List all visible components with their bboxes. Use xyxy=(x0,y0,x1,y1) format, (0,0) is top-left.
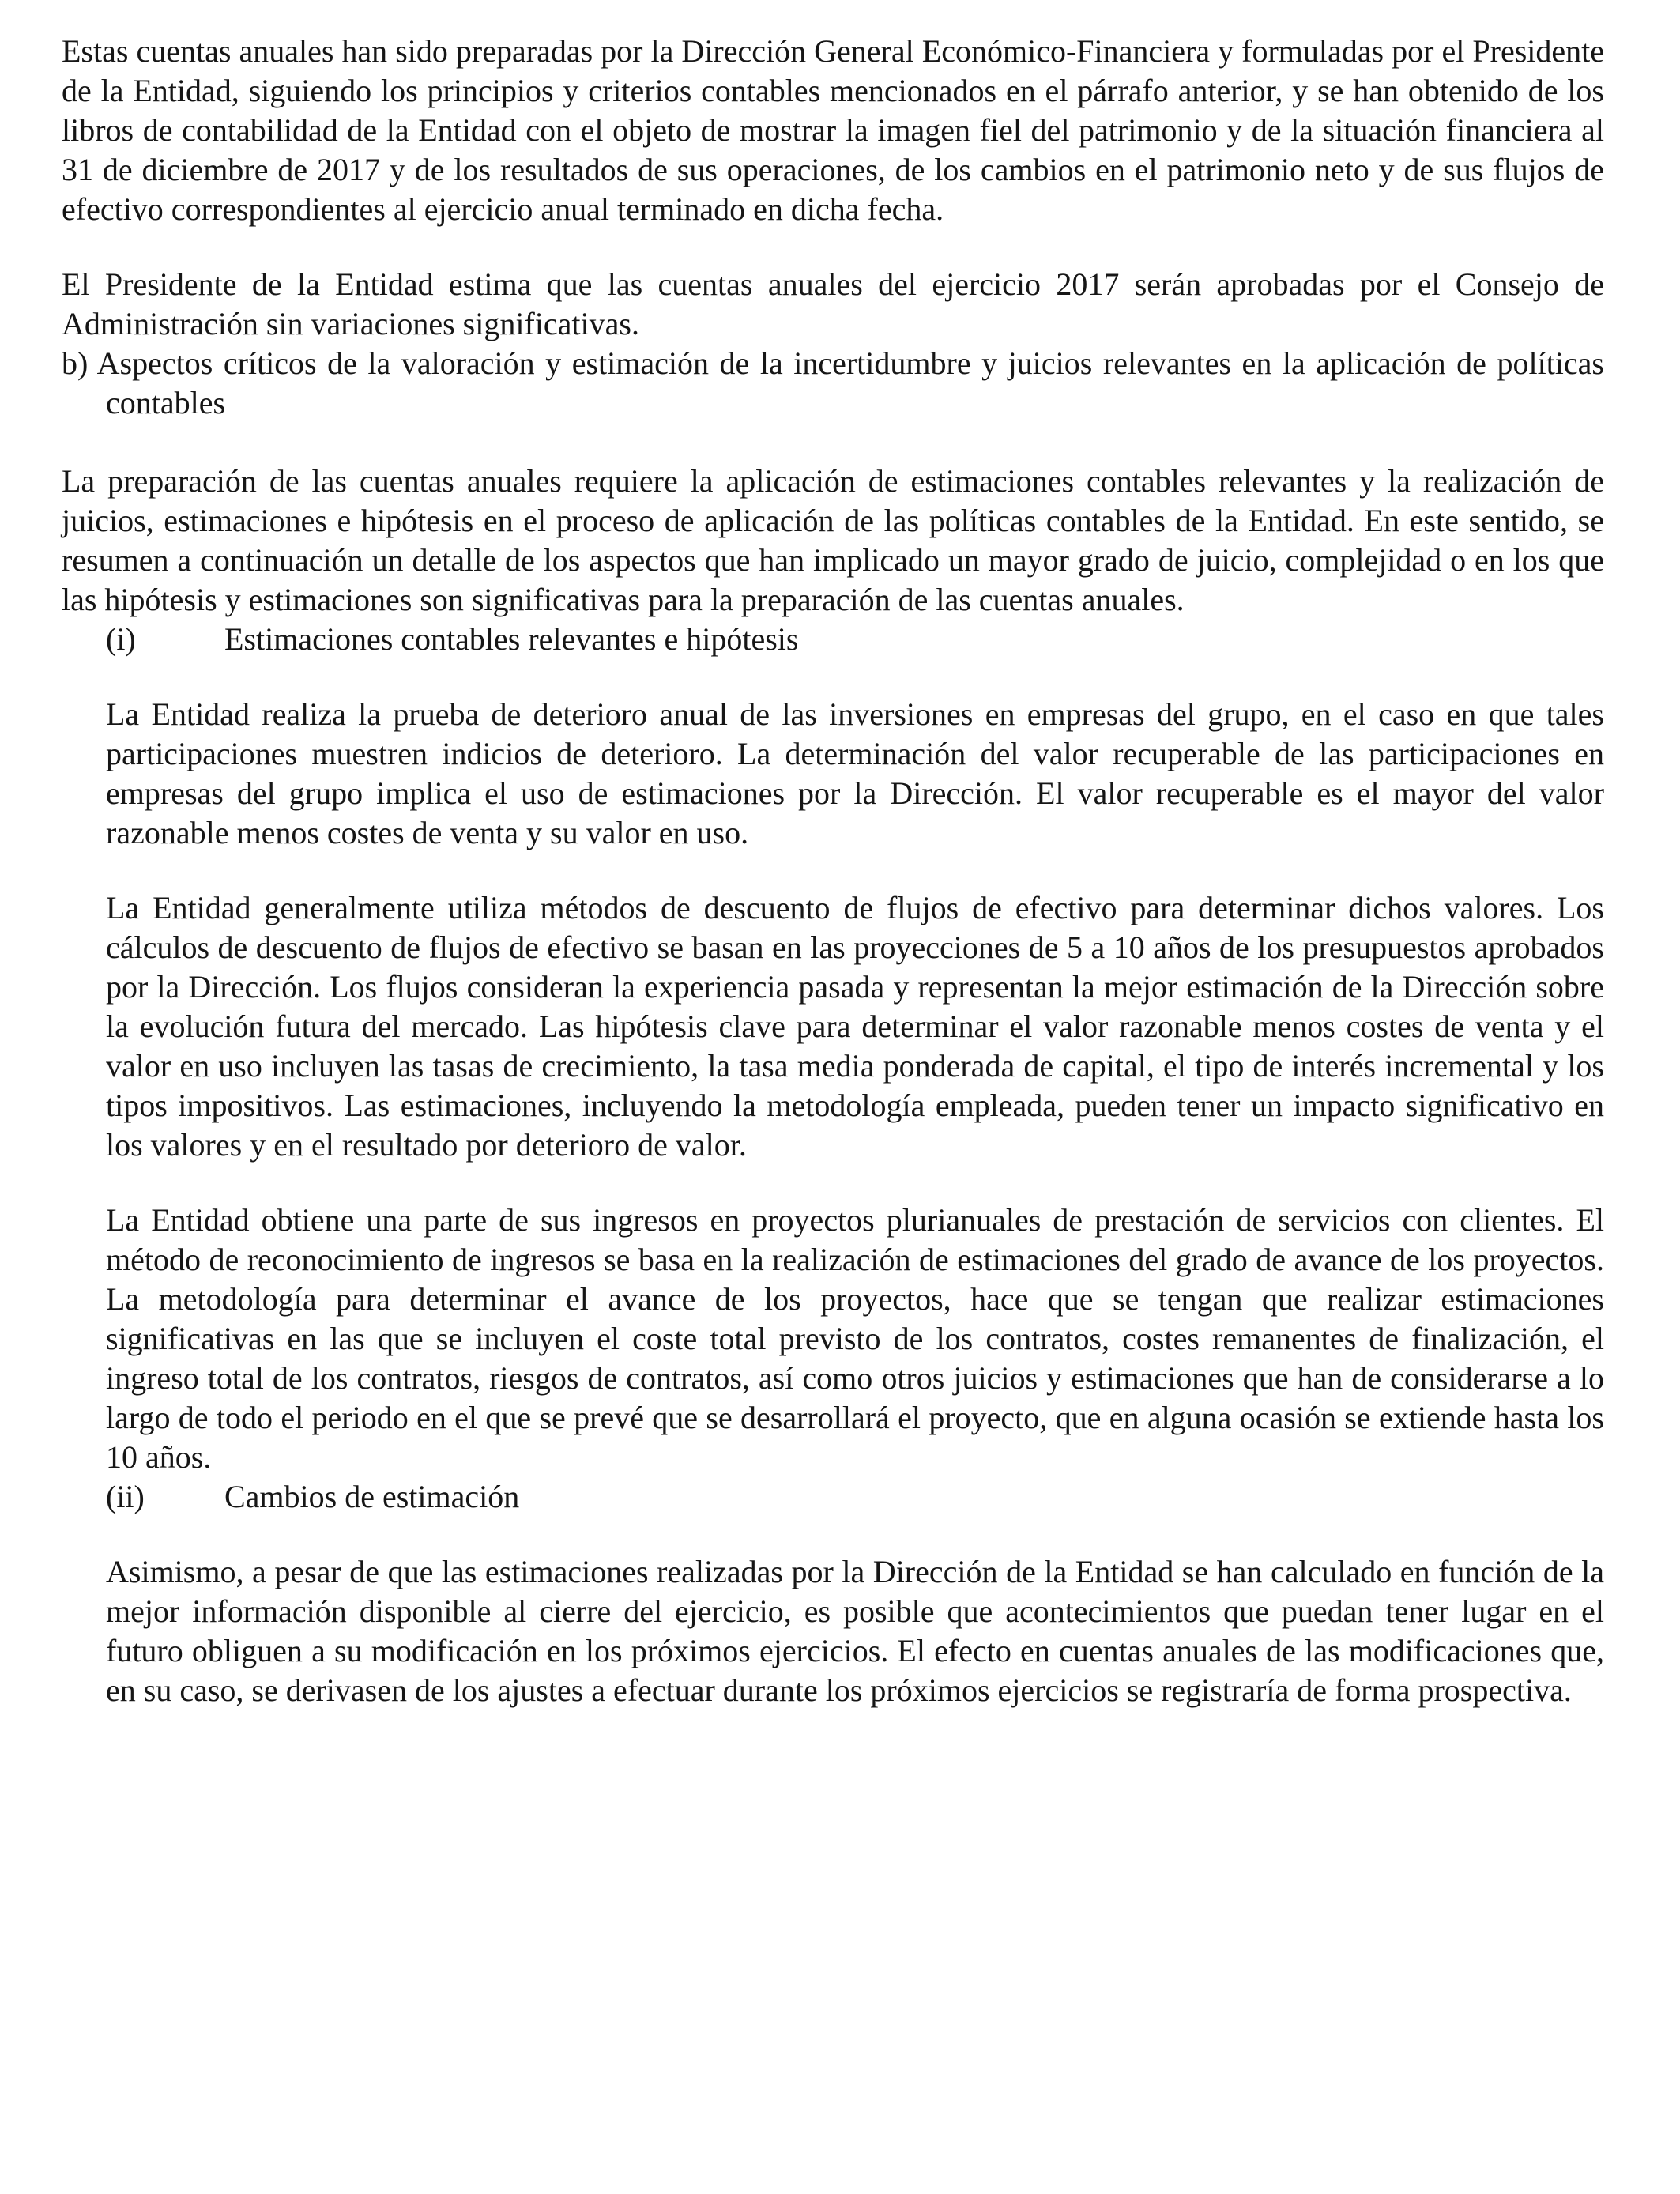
paragraph-estimate-changes: Asimismo, a pesar de que las estimaciones realizadas por la Dirección de la Entidad se han calculado en función de la mejor información disponible al cierre del ejercicio, es posible que acontecimientos que puedan tener lugar en el futuro obliguen a su modificación en los próximos ejercicios. El efecto en cuentas anuales de las modificaciones que, en su caso, se derivasen de los ajustes a efectuar durante los próximos ejercicios se registraría de forma prospectiva. xyxy=(106,1554,1604,1708)
subsection-number: (i) xyxy=(106,621,136,657)
subsection-heading-i xyxy=(106,620,1604,659)
paragraph-discounted-cash-flows: La Entidad generalmente utiliza métodos de descuento de flujos de efectivo para determinar dichos valores. Los cálculos de descuento de flujos de efectivo se basan en las proyecciones de 5 a 10 años de los presupuestos aprobados por la Dirección. Los flujos consideran la experiencia pasada y representan la mejor estimación de la Dirección sobre la evolución futura del mercado. Las hipótesis clave para determinar el valor razonable menos costes de venta y el valor en uso incluyen las tasas de crecimiento, la tasa media ponderada de capital, el tipo de interés incremental y los tipos impositivos. Las estimaciones, incluyendo la metodología empleada, pueden tener un impacto significativo en los valores y en el resultado por deterioro de valor. xyxy=(106,890,1604,1163)
document-page xyxy=(62,32,1604,1710)
section-heading-b: b) Aspectos críticos de la valoración y estimación de la incertidumbre y juicios relevantes en la aplicación de políticas contables xyxy=(62,345,1604,420)
subsection-title: Estimaciones contables relevantes e hipótesis xyxy=(224,621,799,657)
paragraph-preparation-statement: Estas cuentas anuales han sido preparadas por la Dirección General Económico-Financiera y formuladas por el Presidente de la Entidad, siguiendo los principios y criterios contables mencionados en el párrafo anterior, y se han obtenido de los libros de contabilidad de la Entidad con el objeto de mostrar la imagen fiel del patrimonio y de la situación financiera al 31 de diciembre de 2017 y de los resultados de sus operaciones, de los cambios en el patrimonio neto y de sus flujos de efectivo correspondientes al ejercicio anual terminado en dicha fecha. xyxy=(62,33,1604,227)
paragraph-revenue-recognition: La Entidad obtiene una parte de sus ingresos en proyectos plurianuales de prestación de servicios con clientes. El método de reconocimiento de ingresos se basa en la realización de estimaciones del grado de avance de los proyectos. La metodología para determinar el avance de los proyectos, hace que se tengan que realizar estimaciones significativas en las que se incluyen el coste total previsto de los contratos, costes remanentes de finalización, el ingreso total de los contratos, riesgos de contratos, así como otros juicios y estimaciones que han de considerarse a lo largo de todo el periodo en el que se prevé que se desarrollará el proyecto, que en alguna ocasión se extiende hasta los 10 años. xyxy=(106,1202,1604,1475)
subsection-title: Cambios de estimación xyxy=(224,1479,520,1514)
subsection-number: (ii) xyxy=(106,1479,145,1514)
paragraph-critical-aspects-intro: La preparación de las cuentas anuales requiere la aplicación de estimaciones contables relevantes y la realización de juicios, estimaciones e hipótesis en el proceso de aplicación de las políticas contables de la Entidad. En este sentido, se resumen a continuación un detalle de los aspectos que han implicado un mayor grado de juicio, complejidad o en los que las hipótesis y estimaciones son significativas para la preparación de las cuentas anuales. xyxy=(62,463,1604,617)
subsection-heading-ii xyxy=(106,1477,1604,1517)
paragraph-impairment-test: La Entidad realiza la prueba de deterioro anual de las inversiones en empresas del grupo, en el caso en que tales participaciones muestren indicios de deterioro. La determinación del valor recuperable de las participaciones en empresas del grupo implica el uso de estimaciones por la Dirección. El valor recuperable es el mayor del valor razonable menos costes de venta y su valor en uso. xyxy=(106,696,1604,850)
paragraph-approval-estimate: El Presidente de la Entidad estima que las cuentas anuales del ejercicio 2017 serán aprobadas por el Consejo de Administración sin variaciones significativas. xyxy=(62,266,1604,341)
